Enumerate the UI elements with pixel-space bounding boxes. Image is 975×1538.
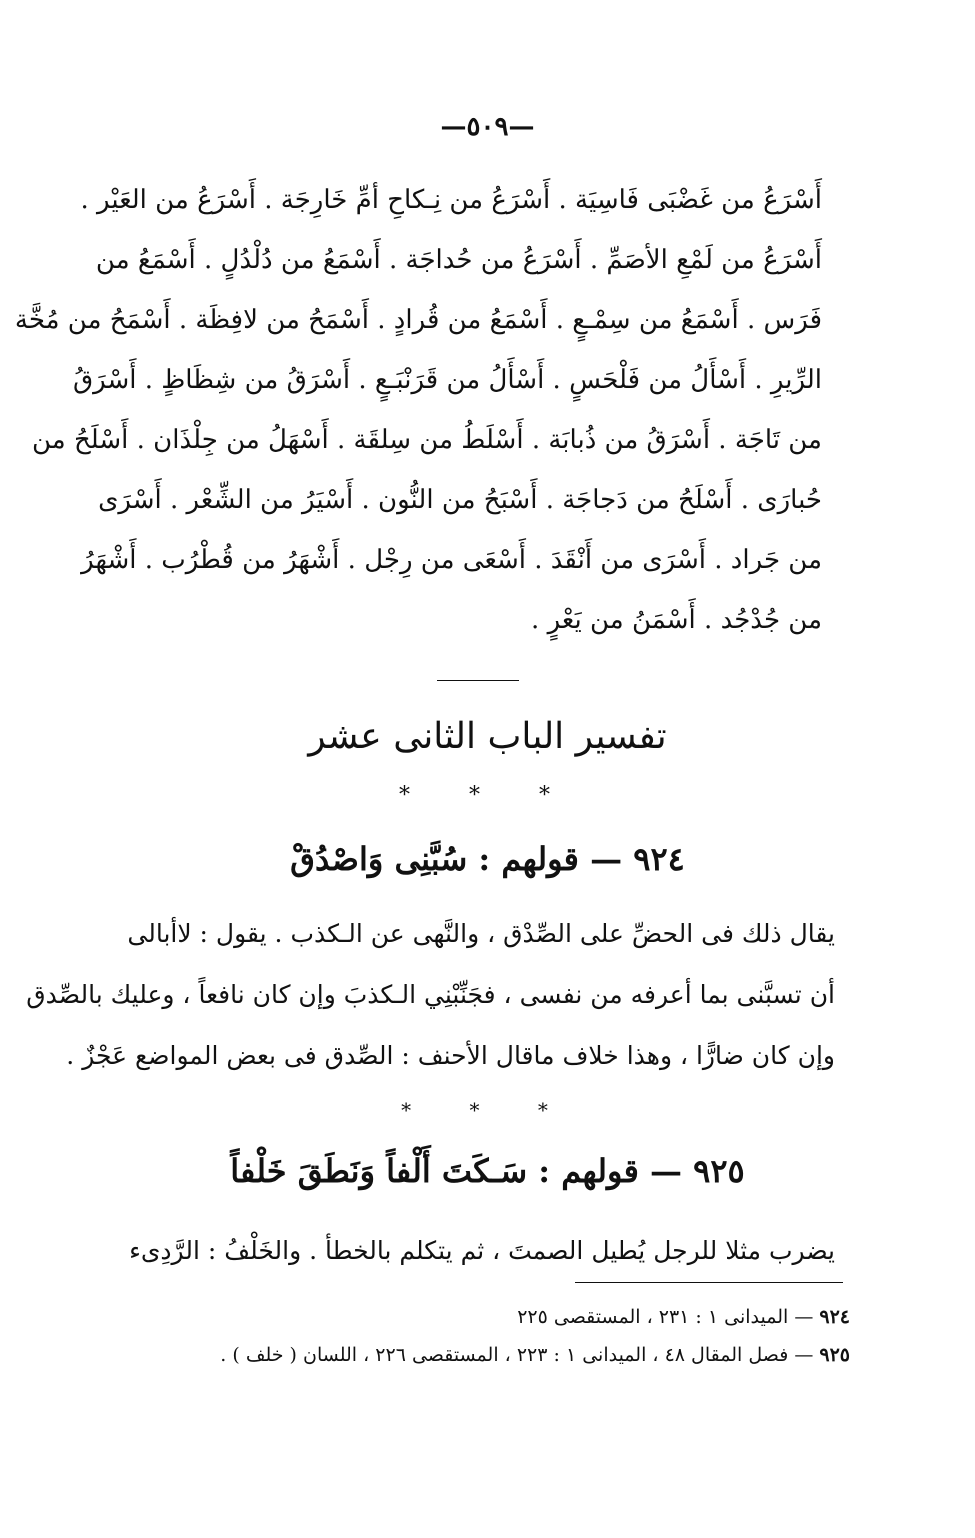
text-line: أَسْرَعُ من لَمْعِ الأصَمِّ . أَسْرَعُ من حُداجَة . أَسْمَعُ من دُلْدُلٍ . أَسْمَعُ من [95, 245, 822, 275]
section-divider [437, 680, 519, 681]
text-line: من جُدْجُد . أَسْمَنُ من يَعْرٍ . [531, 605, 822, 635]
footnote-number: ٩٢٤ [819, 1306, 850, 1328]
text-line: من تَاجَة . أَسْرَقُ من ذُبابَة . أَسْلَطُ من سِلقَة . أَسْهَلُ من جِلْذَان . أَسْلَحُ من [31, 425, 822, 455]
text-line: حُبارَى . أَسْلَحُ من دَجاجَة . أَسْبَحُ من النُّون . أَسْيَرُ من الشِّعْر . أَسْرَى [98, 485, 822, 515]
text-line: الرِّيرِ . أَسْأَلُ من فَلْحَسٍ . أَسْأَلُ من قَرَنْبَـعٍ . أَسْرَقُ من شِظَاظٍ . أَسْرَقُ [72, 365, 822, 395]
text-line: وإن كان ضارًّا ، وهذا خلاف ماقال الأحنف : الصِّدق فى بعض المواضع عَجْزٌ . [66, 1041, 835, 1070]
text-line: أن تسبَّنى بما أعرفه من نفسى ، فجَنِّبْنِي الـكذبَ وإن كان نافعاً ، وعليك بالصِّدق [26, 980, 835, 1009]
asterisk-separator: * * * [401, 1098, 574, 1122]
entry-heading-924: ٩٢٤ — قولهم : سُبَّنِى وَاصْدُقْ [290, 840, 685, 878]
footnote-text: — الميدانى ١ : ٢٣١ ، المستقصى ٢٢٥ [517, 1306, 814, 1328]
chapter-title: تفسير الباب الثانى عشر [308, 716, 667, 757]
text-line: يضرب مثلا للرجل يُطيل الصمتَ ، ثم يتكلم بالخطأ . والخَلْفُ : الرَّدِىء [129, 1236, 835, 1265]
asterisk-separator: * * * [399, 783, 576, 808]
entry-body-924 [26, 903, 835, 1086]
entry-body-925 [129, 1220, 835, 1281]
footnote-number: ٩٢٥ [819, 1344, 850, 1366]
text-line: أَسْرَعُ من غَضْبَى فَاسِيَة . أَسْرَعُ من نِـكاحِ أمِّ خَارِجَة . أَسْرَعُ من العَيْر . [80, 185, 822, 215]
text-line: يقال ذلك فى الحضِّ على الصِّدْق ، والنَّهى عن الـكذب . يقول : لاأبالى [127, 919, 835, 948]
text-line: فَرَس . أَسْمَعُ من سِمْـعٍ . أَسْمَعُ من قُرادٍ . أَسْمَحُ من لافِظَة . أَسْمَحُ من مُخَّة [14, 305, 822, 335]
text-line: من جَراد . أَسْرَى من أَنْقَدَ . أَسْعَى من رِجْل . أَشْهَرُ من قُطْرُب . أَشْهَرُ [81, 545, 822, 575]
footnotes [150, 1298, 850, 1374]
entry-heading-925: ٩٢٥ — قولهم : سَـكَتَ أَلْفاً وَنَطَقَ خَلْفاً [230, 1152, 745, 1190]
page-number: —٥٠٩— [440, 112, 535, 142]
footnote [150, 1298, 850, 1336]
proverbs-list [14, 170, 822, 650]
footnote-text: — فصل المقال ٤٨ ، الميدانى ١ : ٢٢٣ ، المستقصى ٢٢٦ ، اللسان ( خلف ) . [220, 1344, 814, 1366]
footnote-divider [575, 1282, 843, 1283]
footnote [150, 1336, 850, 1374]
